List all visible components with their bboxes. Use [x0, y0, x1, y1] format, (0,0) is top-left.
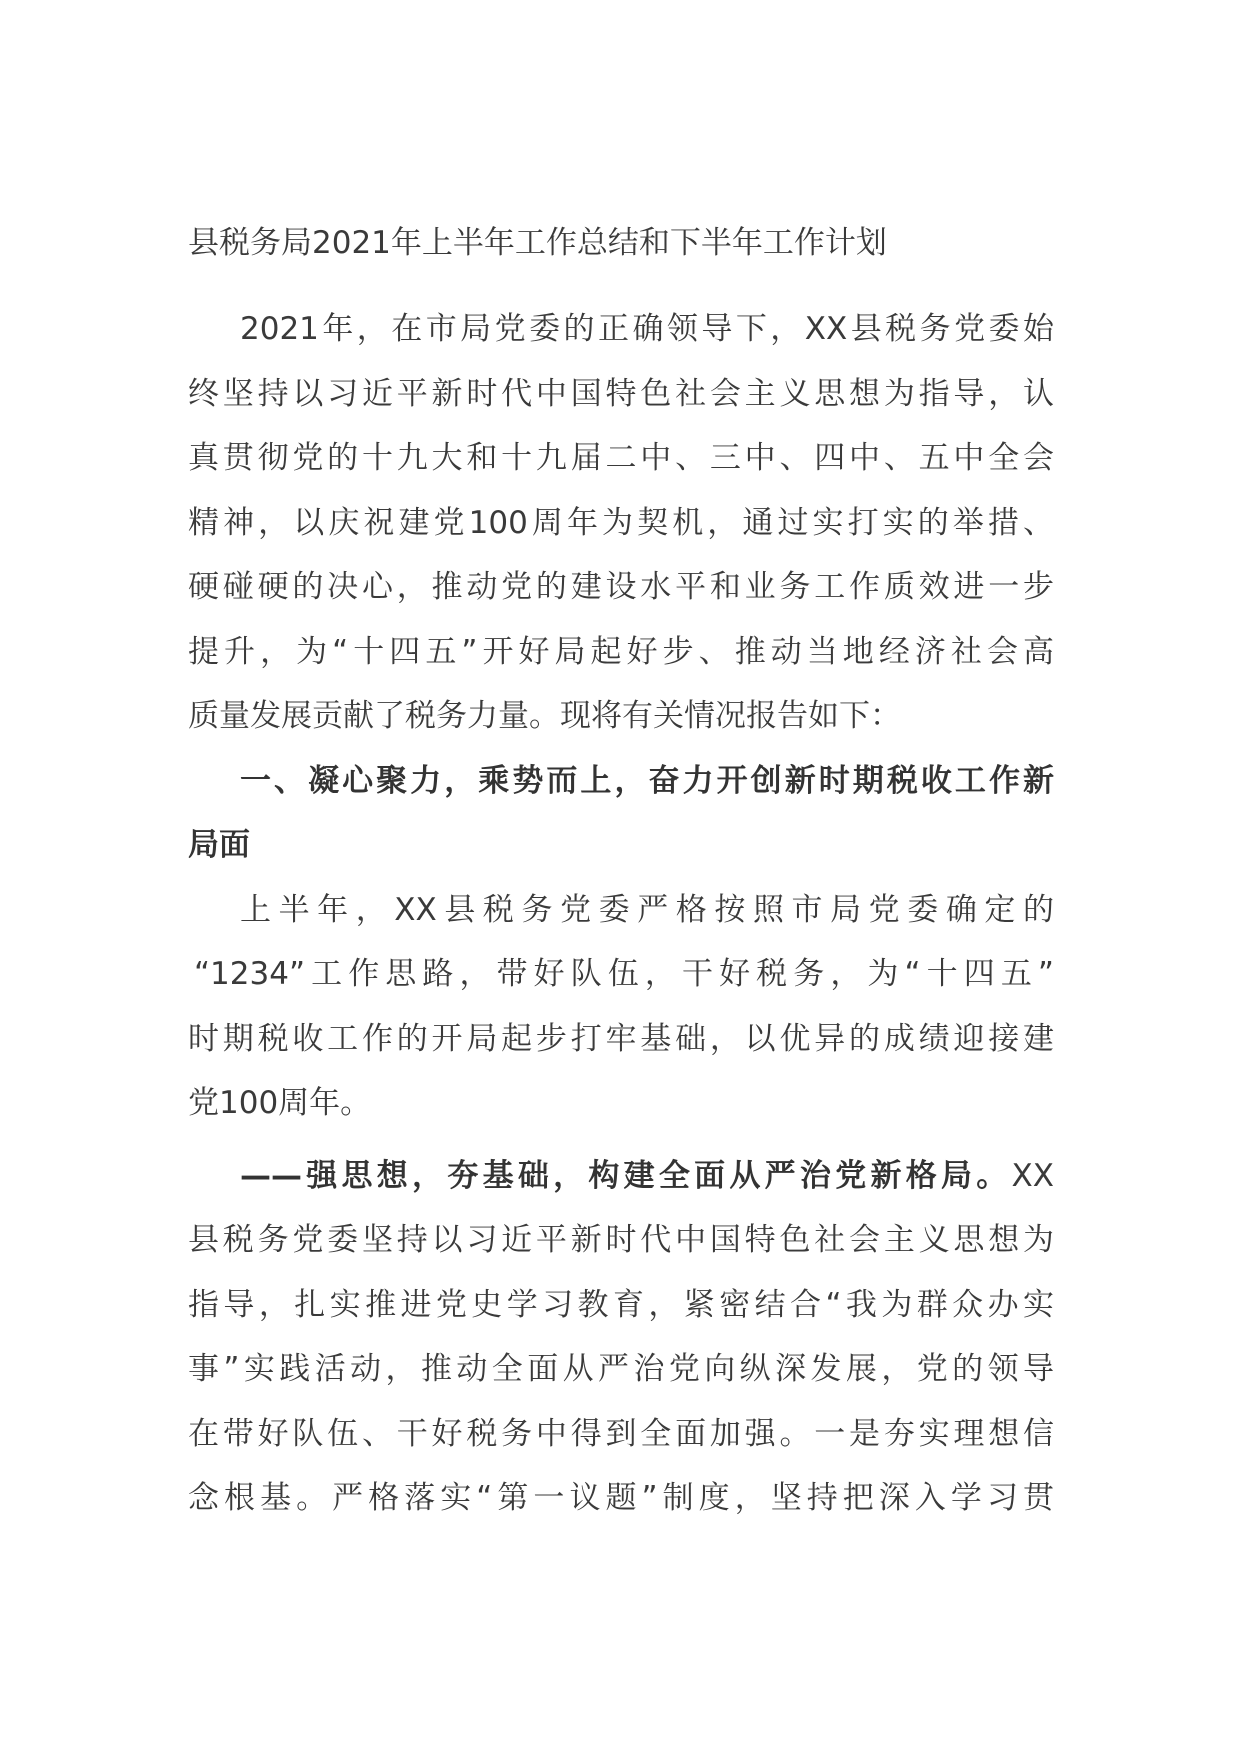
text-line: 时期税收工作的开局起步打牢基础，以优异的成绩迎接建 — [188, 1020, 1054, 1057]
text-line: 事”实践活动，推动全面从严治党向纵深发展，党的领导 — [188, 1351, 1054, 1387]
lead-sentence: ——强思想，夯基础，构建全面从严治党新格局。 — [240, 1157, 1012, 1194]
text-line: 念根基。严格落实“第一议题”制度，坚持把深入学习贯 — [188, 1480, 1054, 1516]
lead-rest: XX — [1011, 1157, 1054, 1194]
text-line: 终坚持以习近平新时代中国特色社会主义思想为指导，认 — [188, 375, 1054, 412]
text-line: 真贯彻党的十九大和十九届二中、三中、四中、五中全会 — [188, 440, 1054, 476]
text-line: 2021年，在市局党委的正确领导下，XX县税务党委始 — [240, 311, 1054, 347]
text-line: 质量发展贡献了税务力量。现将有关情况报告如下： — [188, 698, 901, 734]
paragraph-gap — [188, 1136, 1054, 1144]
text-line: 党100周年。 — [188, 1085, 372, 1121]
paragraph-first-half — [188, 878, 1054, 1136]
section-heading — [188, 749, 1054, 878]
heading-line: 局面 — [188, 827, 250, 863]
text-line: “1234”工作思路，带好队伍，干好税务，为“十四五” — [194, 956, 1054, 992]
text-line: 硬碰硬的决心，推动党的建设水平和业务工作质效进一步 — [188, 569, 1054, 605]
text-line: 上半年，XX县税务党委严格按照市局党委确定的 — [240, 891, 1054, 928]
text-line: 精神，以庆祝建党100周年为契机，通过实打实的举措、 — [188, 504, 1054, 541]
text-line: 指导，扎实推进党史学习教育，紧密结合“我为群众办实 — [188, 1286, 1054, 1323]
text-line: 提升，为“十四五”开好局起好步、推动当地经济社会高 — [188, 633, 1054, 670]
document-body — [188, 297, 1054, 1531]
text-line: 县税务党委坚持以习近平新时代中国特色社会主义思想为 — [188, 1222, 1054, 1258]
text-line: 在带好队伍、干好税务中得到全面加强。一是夯实理想信 — [188, 1415, 1054, 1452]
document-title: 县税务局2021年上半年工作总结和下半年工作计划 — [188, 225, 887, 261]
paragraph-strengthen-thought — [188, 1144, 1054, 1531]
paragraph-intro — [188, 297, 1054, 749]
heading-line: 一、凝心聚力，乘势而上，奋力开创新时期税收工作新 — [240, 762, 1054, 799]
text-line — [188, 1144, 1054, 1209]
